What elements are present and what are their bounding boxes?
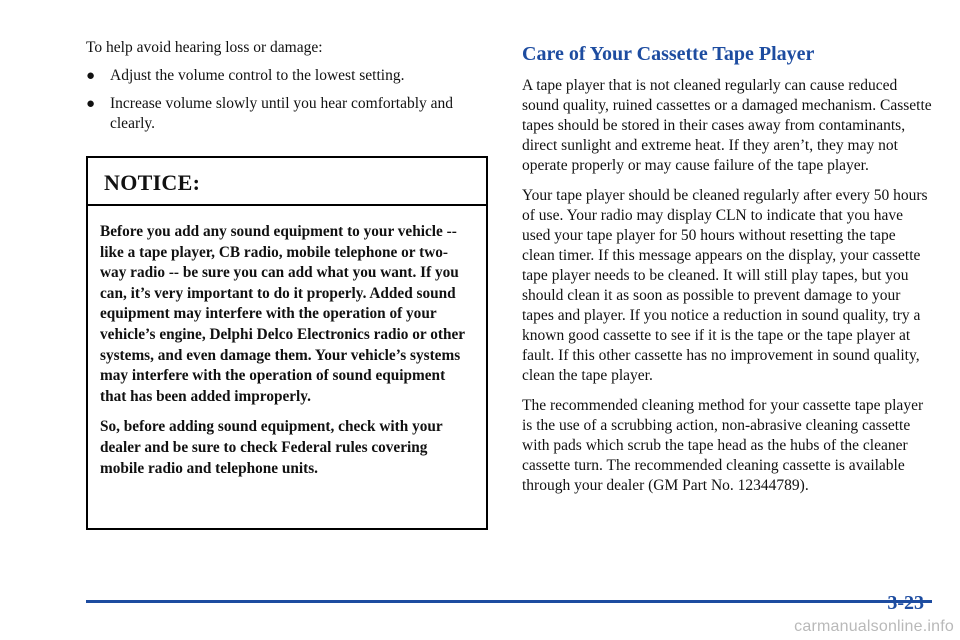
body-paragraph: A tape player that is not cleaned regularly can cause reduced sound quality, ruined cassettes or a damaged mechanism. Cassette tapes should be stored in their cases away from contaminants, direct sunlight and extreme heat. If they aren’t, they may not operate properly or may cause failure of the tape player. (522, 77, 932, 174)
notice-box (86, 156, 488, 530)
bullet-item (86, 66, 492, 86)
page-number: 3-23 (887, 592, 924, 614)
watermark: carmanualsonline.info (794, 618, 954, 635)
notice-paragraph: Before you add any sound equipment to your vehicle -- like a tape player, CB radio, mobile telephone or two-way radio -- be sure you can add what you want. If you can, it’s very important to do it properly. Added sound equipment may interfere with the operation of your vehicle’s engine, Delphi Delco Electronics radio or other systems, and even damage them. Your vehicle’s systems may interfere with the operation of sound equipment that has been added improperly. (100, 223, 465, 405)
right-column (522, 42, 932, 506)
left-column (86, 38, 492, 142)
notice-paragraph: So, before adding sound equipment, check with your dealer and be sure to check Federal rules covering mobile radio and telephone units. (100, 418, 443, 477)
bullet-icon: ● (86, 68, 96, 84)
footer-rule (86, 600, 932, 603)
intro-text: To help avoid hearing loss or damage: (86, 39, 323, 56)
body-paragraph: The recommended cleaning method for your cassette tape player is the use of a scrubbing action, non-abrasive cleaning cassette with pads which scrub the tape head as the hubs of the cleaner cassette turn. The recommended cleaning cassette is available through your dealer (GM Part No. 12344789). (522, 397, 924, 494)
section-title: Care of Your Cassette Tape Player (522, 43, 815, 65)
bullet-text: Increase volume slowly until you hear comfortably and clearly. (110, 95, 454, 132)
bullet-icon: ● (86, 96, 96, 112)
notice-title: NOTICE: (104, 170, 201, 195)
bullet-text: Adjust the volume control to the lowest setting. (110, 67, 405, 84)
notice-header (88, 158, 486, 206)
body-paragraph: Your tape player should be cleaned regularly after every 50 hours of use. Your radio may display CLN to indicate that you have used your tape player for 50 hours without resetting the tape clean timer. If this message appears on the display, your cassette tape player needs to be cleaned. It will still play tapes, but you should clean it as soon as possible to prevent damage to your tapes and player. If you notice a reduction in sound quality, try a known good cassette to see if it is the tape or the tape player at fault. If this other cassette has no improvement in sound quality, clean the tape player. (522, 187, 928, 384)
notice-body (88, 206, 486, 479)
bullet-item (86, 94, 492, 134)
